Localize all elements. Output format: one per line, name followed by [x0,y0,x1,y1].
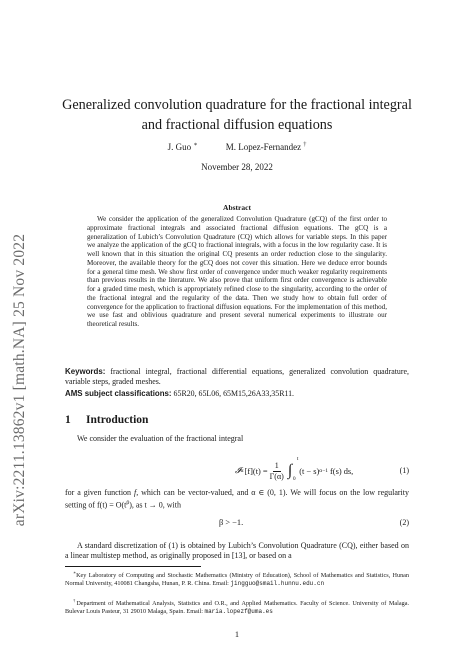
eq1-integrand-sup: α−1 [319,468,329,474]
abstract-heading: Abstract [223,203,251,212]
eq1-denominator: Γ(α) [269,471,284,481]
para2-f: f [133,488,137,497]
eq1-upper-limit: t [296,456,299,462]
eq1-fraction [270,461,284,482]
arxiv-stamp-text: arXiv:2211.13862v1 [math.NA] 25 Nov 2022 [11,233,29,527]
footnote-2-email[interactable]: maria.lopezf@uma.es [204,608,273,616]
footnote-2-mark: † [73,598,77,603]
footnote-1-mark: ∗ [73,570,77,575]
footnote-1 [65,569,409,588]
eq1-numerator: 1 [274,460,279,470]
section-title: Introduction [86,414,149,426]
para2-part-d: ), as t → 0, with [129,500,181,510]
integral-sign: ∫ t 0 [287,456,299,482]
eq1-integrand: (t − s) [299,466,320,476]
eq1-lhs-sup: α [240,468,244,474]
page-number: 1 [234,630,240,639]
arxiv-stamp [12,180,28,580]
author-1: J. Guo [167,142,192,152]
eq1-lhs: 𝓘 [235,466,241,475]
abstract-body: We consider the application of the generalized Convolution Quadrature (gCQ) of the first order to approximate fractional integrals and associated fractional diffusion equations. The gCQ is a generalization of Lubich’s Convolution Quadrature (CQ) which allows for variable steps. In this paper we analyze the application of the gCQ to fractional integrals, with a focus in the low regularity case. It is well known that in this situation the original CQ presents an order reduction close to the singularity. Moreover, the available theory for the gCQ does not cover this situation. Here we deduce error bounds for a general time mesh. We show first order of convergence under much weaker regularity requirements than previous results in the literature. We also prove that uniform first order convergence is achievable for a graded time mesh, which is appropriately refined close to the singularity, according to the order of the fractional integral and the regularity of the data. Then we study how to obtain full order of convergence for the application to fractional diffusion equations. For the implementation of this method, we use fast and oblivious quadrature and present several numerical experiments to illustrate our theoretical results. [87,215,387,328]
title-line-1: Generalized convolution quadrature for the fractional integral [62,97,412,113]
section-number: 1 [65,414,71,426]
title-line-2: and fractional diffusion equations [141,117,333,133]
footnote-rule [65,566,201,567]
author-2-mark: † [303,142,307,148]
ams-classifications [65,389,409,399]
eq2-body: β > −1. [219,518,244,527]
paper-title [40,95,434,135]
author-2: M. Lopez-Fernandez [225,142,302,152]
section-heading [65,414,148,426]
para2-part-a: for a given function [65,488,132,497]
paper-date: November 28, 2022 [201,162,273,172]
paragraph-2 [65,488,409,511]
paragraph-3: A standard discretization of (1) is obtained by Lubich’s Convolution Quadrature (CQ), either based on a linear multistep method, as originally proposed in [13], or based on a [65,541,409,561]
author-list [0,141,474,152]
author-1-mark: ∗ [193,142,198,148]
eq1-integrand-rest: f(s) ds, [330,466,354,476]
footnote-2-text: Department of Mathematical Analysis, Statistics and O.R., and Applied Mathematics. Faculty of Science. University of Malaga. Bulevar Louis Pasteur, 31 29010 Malaga, Spain. Email: [65,600,409,616]
para2-beta: β [126,500,130,507]
para2-part-b: , which can be vector-valued, and α ∈ (0, 1). We will focus on the low regularity setting of [65,488,409,510]
footnote-1-email[interactable]: jingguo@smail.hunnu.edu.cn [230,580,325,588]
keywords-text: fractional integral, fractional differential equations, generalized convolution quadrature, variable steps, graded meshes. [65,367,409,386]
keywords-label: Keywords: [65,367,106,376]
keywords [65,367,409,387]
ams-label: AMS subject classifications: [65,389,172,398]
ams-text: 65R20, 65L06, 65M15,26A33,35R11. [173,389,295,398]
eq1-lower-limit: 0 [292,476,296,482]
eq2-number: (2) [399,518,409,527]
intro-sentence: We consider the evaluation of the fractional integral [77,434,244,443]
eq1-lhs-rest: [f](t) = [244,466,268,476]
footnote-2 [65,597,409,616]
equation-1 [65,458,409,484]
eq1-number: (1) [399,466,409,475]
footnote-1-text: Key Laboratory of Computing and Stochastic Mathematics (Ministry of Education), School of Mathematics and Statistics, Hunan Normal University, 410081 Changsha, Hunan, P. R. China. Email: [65,572,409,588]
para2-part-c: f(t) = O(t [97,500,127,510]
